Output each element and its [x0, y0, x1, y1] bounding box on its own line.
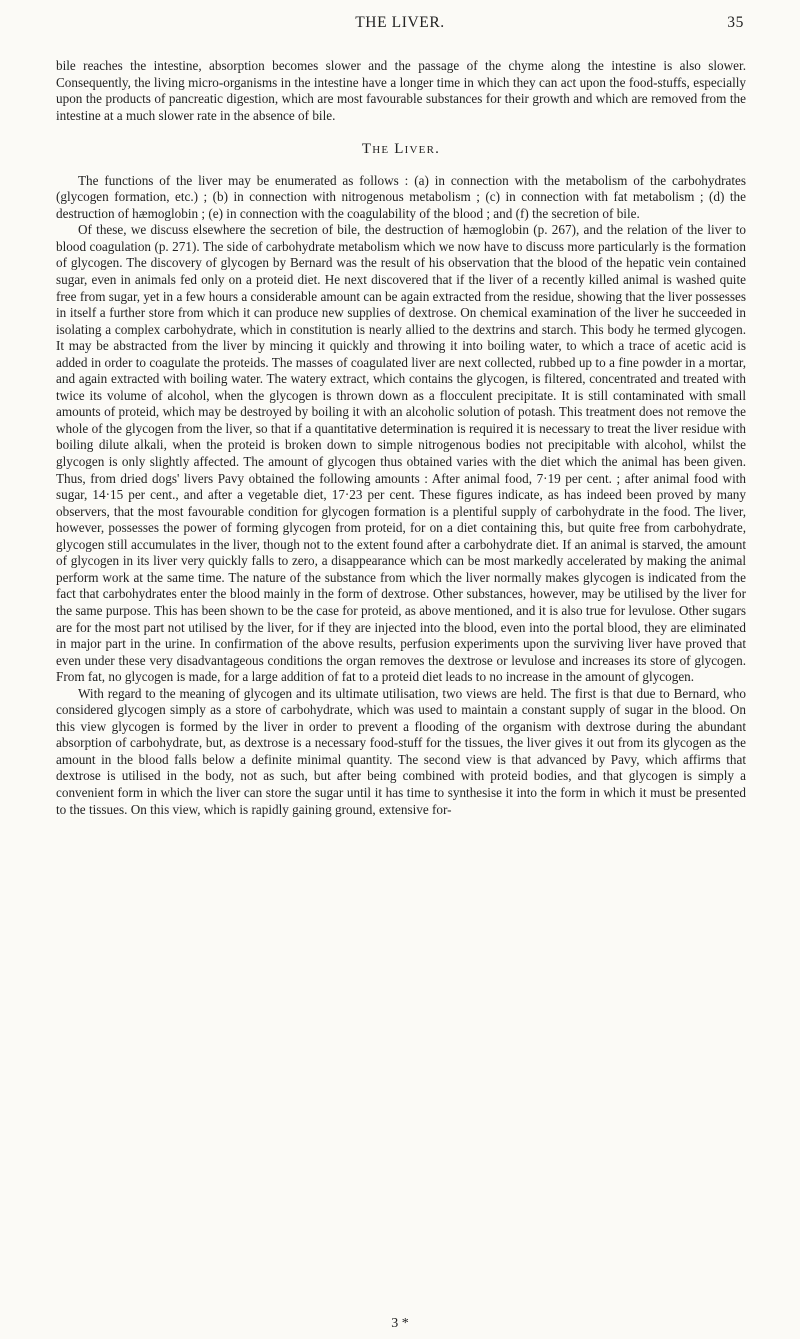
section-heading: The Liver. — [361, 141, 441, 158]
page-number: 35 — [727, 14, 744, 31]
paragraph-functions: The functions of the liver may be enumerated as follows : (a) in connection with the metabolism of the carbohydrates (glycogen formation, etc.) ; (b) in connection with nitrogenous metabolism ; (c) in connection with fat metabolism ; (d) the destruction of hæmoglobin ; (e) in connection with the coagulability of the blood ; and (f) the secretion of bile. — [56, 172, 746, 221]
running-head-title: THE LIVER. — [355, 14, 445, 31]
paragraph-continuation: bile reaches the intestine, absorption becomes slower and the passage of the chyme along the intestine is also slower. Consequently, the living micro-organisms in the intestine have a longer time in which they can act upon the food-stuffs, especially upon the products of pancreatic digestion, which are most favourable substances for their growth and which are removed from the intestine at a much slower rate in the absence of bile. — [56, 58, 746, 123]
body-text — [56, 58, 746, 818]
paragraph-views: With regard to the meaning of glycogen and its ultimate utilisation, two views are held. The first is that due to Bernard, who considered glycogen simply as a store of carbohydrate, which was used to maintain a constant supply of sugar in the blood. On this view glycogen is formed by the liver in order to prevent a flooding of the organism with dextrose during the abundant absorption of carbohydrate, but, as dextrose is a necessary food-stuff for the tissues, the liver gives it out from its glycogen as the amount in the blood falls below a definite minimal quantity. The second view is that advanced by Pavy, which affirms that dextrose is utilised in the body, not as such, but after being combined with proteid bodies, and that glycogen is simply a convenient form in which the liver can store the sugar until it has time to synthesise it into the form in which it must be presented to the tissues. On this view, which is rapidly gaining ground, extensive for- — [56, 685, 746, 817]
signature-mark: 3 * — [391, 1316, 409, 1331]
paragraph-glycogen: Of these, we discuss elsewhere the secretion of bile, the destruction of hæmoglobin (p. 267), and the relation of the liver to blood coagulation (p. 271). The side of carbohydrate metabolism which we now have to discuss more particularly is the formation of glycogen. The discovery of glycogen by Bernard was the result of his observation that the blood of the hepatic vein contained sugar, even in animals fed only on a proteid diet. He next discovered that if the liver of a recently killed animal is washed quite free from sugar, yet in a few hours a considerable amount can be again extracted from the residue, showing that the liver possesses in itself a further store from which it can produce new supplies of dextrose. On chemical examination of the liver he succeeded in isolating a complex carbohydrate, which in constitution is nearly allied to the dextrins and starch. This body he termed glycogen. It may be abstracted from the liver by mincing it quickly and throwing it into boiling water, to which a trace of acetic acid is added in order to coagulate the proteids. The masses of coagulated liver are next collected, rubbed up to a fine powder in a mortar, and again extracted with boiling water. The watery extract, which contains the glycogen, is filtered, concentrated and treated with twice its volume of alcohol, when the glycogen is thrown down as a flocculent precipitate. It is still contaminated with small amounts of proteid, which may be destroyed by boiling it with an alcoholic solution of potash. This treatment does not remove the whole of the glycogen from the liver, so that if a quantitative determination is required it is necessary to treat the liver residue with boiling dilute alkali, when the proteid is broken down to simple nitrogenous bodies not precipitable with alcohol, whilst the glycogen is only slightly affected. The amount of glycogen thus obtained varies with the diet which the animal has been given. Thus, from dried dogs' livers Pavy obtained the following amounts : After animal food, 7·19 per cent. ; after animal food with sugar, 14·15 per cent., and after a vegetable diet, 17·23 per cent. These figures indicate, as has indeed been proved by many observers, that the most favourable condition for glycogen formation is a plentiful supply of carbohydrate in the food. The liver, however, possesses the power of forming glycogen from proteid, for on a diet containing this, but quite free from carbohydrate, glycogen still accumulates in the liver, though not to the extent found after a carbohydrate diet. If an animal is starved, the amount of glycogen in its liver very quickly falls to zero, a disappearance which can be most markedly accelerated by making the animal perform work at the same time. The nature of the substance from which the liver normally makes glycogen is indicated from the fact that carbohydrates enter the blood mainly in the form of dextrose. Other substances, however, may be utilised by the liver for the same purpose. This has been shown to be the case for proteid, as above mentioned, and it is also true for levulose. Other sugars are for the most part not utilised by the liver, for if they are injected into the blood, even into the portal blood, they are eliminated in major part in the urine. In confirmation of the above results, perfusion experiments upon the surviving liver have proved that even under these very disadvantageous conditions the organ removes the dextrose or levulose and increases its store of glycogen. From fat, no glycogen is made, for a large addition of fat to a proteid diet leads to no increase in the amount of glycogen. — [56, 222, 746, 685]
running-head — [56, 14, 744, 38]
